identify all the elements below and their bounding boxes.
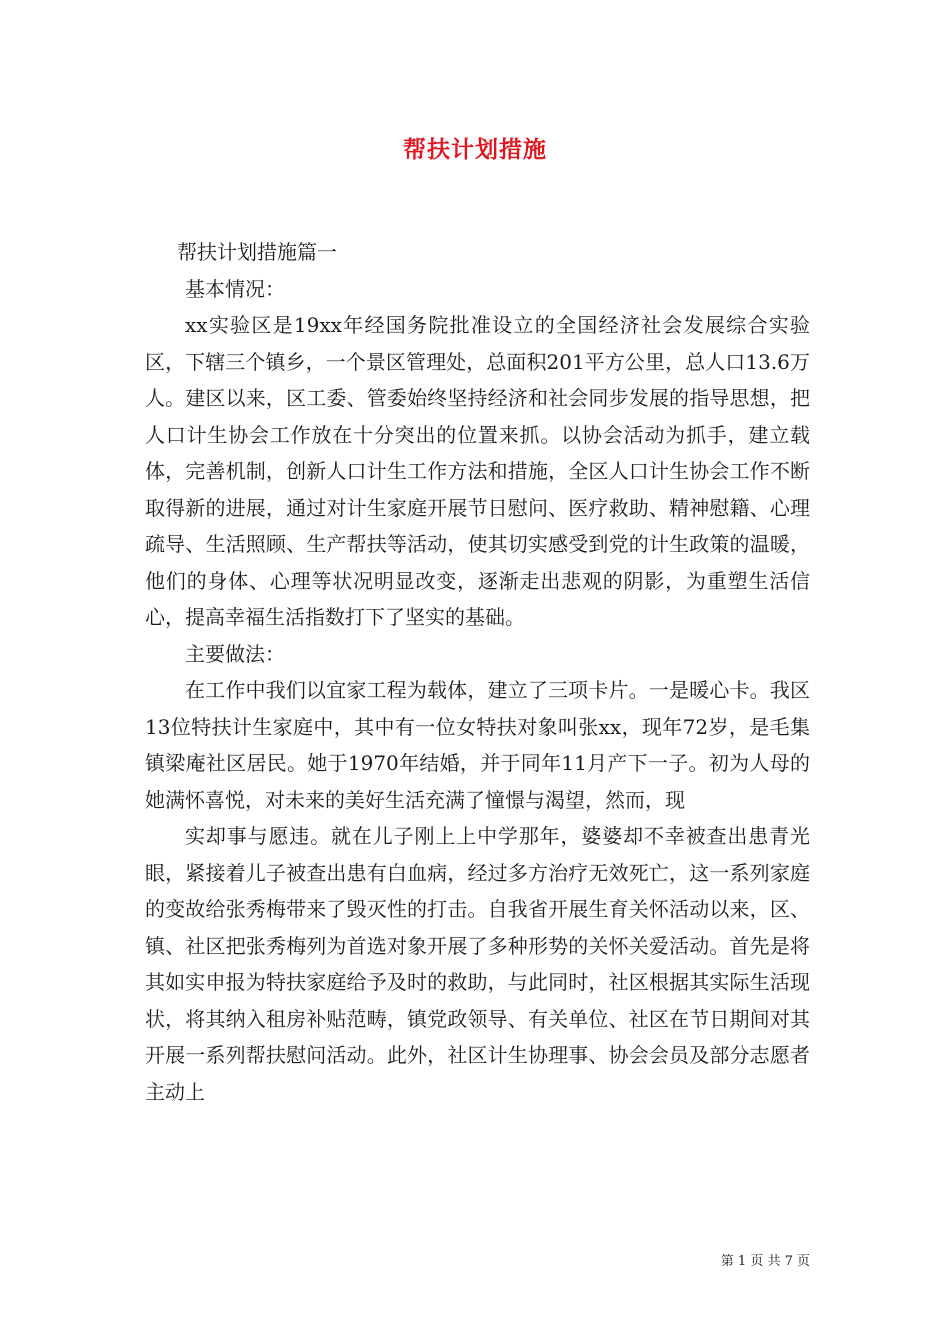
subheading-basic-situation: 基本情况： [185,276,285,301]
paragraph-practices: 在工作中我们以宜家工程为载体，建立了三项卡片。一是暖心卡。我区13位特扶计生家庭中，其中有一位女特扶对象叫张xx，现年72岁，是毛集镇梁庵社区居民。她于1970年结婚，并于同年11月产下一子。初为人母的她满怀喜悦，对未来的美好生活充满了憧憬与渴望，然而，现 [145,678,810,812]
paragraph-intro: xx实验区是19xx年经国务院批准设立的全国经济社会发展综合实验区，下辖三个镇乡，一个景区管理处，总面积201平方公里，总人口13.6万人。建区以来，区工委、管委始终坚持经济和社会同步发展的指导思想，把人口计生协会工作放在十分突出的位置来抓。以协会活动为抓手，建立载体，完善机制，创新人口计生工作方法和措施，全区人口计生协会工作不断取得新的进展，通过对计生家庭开展节日慰问、医疗救助、精神慰籍、心理疏导、生活照顾、生产帮扶等活动，使其切实感受到党的计生政策的温暖，他们的身体、心理等状况明显改变，逐渐走出悲观的阴影，为重塑生活信心，提高幸福生活指数打下了坚实的基础。 [145,313,810,629]
page-number: 第 1 页 共 7 页 [720,1254,810,1269]
section-heading: 帮扶计划措施篇一 [177,240,337,264]
subheading-main-practices: 主要做法： [185,641,285,666]
document-body [145,234,810,1110]
document-title: 帮扶计划措施 [403,136,547,163]
paragraph-continuation: 实却事与愿违。就在儿子刚上上中学那年，婆婆却不幸被查出患青光眼，紧接着儿子被查出患有白血病，经过多方治疗无效死亡，这一系列家庭的变故给张秀梅带来了毁灭性的打击。自我省开展生育关怀活动以来，区、镇、社区把张秀梅列为首选对象开展了多种形势的关怀关爱活动。首先是将其如实申报为特扶家庭给予及时的救助，与此同时，社区根据其实际生活现状，将其纳入租房补贴范畴，镇党政领导、有关单位、社区在节日期间对其开展一系列帮扶慰问活动。此外，社区计生协理事、协会会员及部分志愿者主动上 [145,824,810,1104]
